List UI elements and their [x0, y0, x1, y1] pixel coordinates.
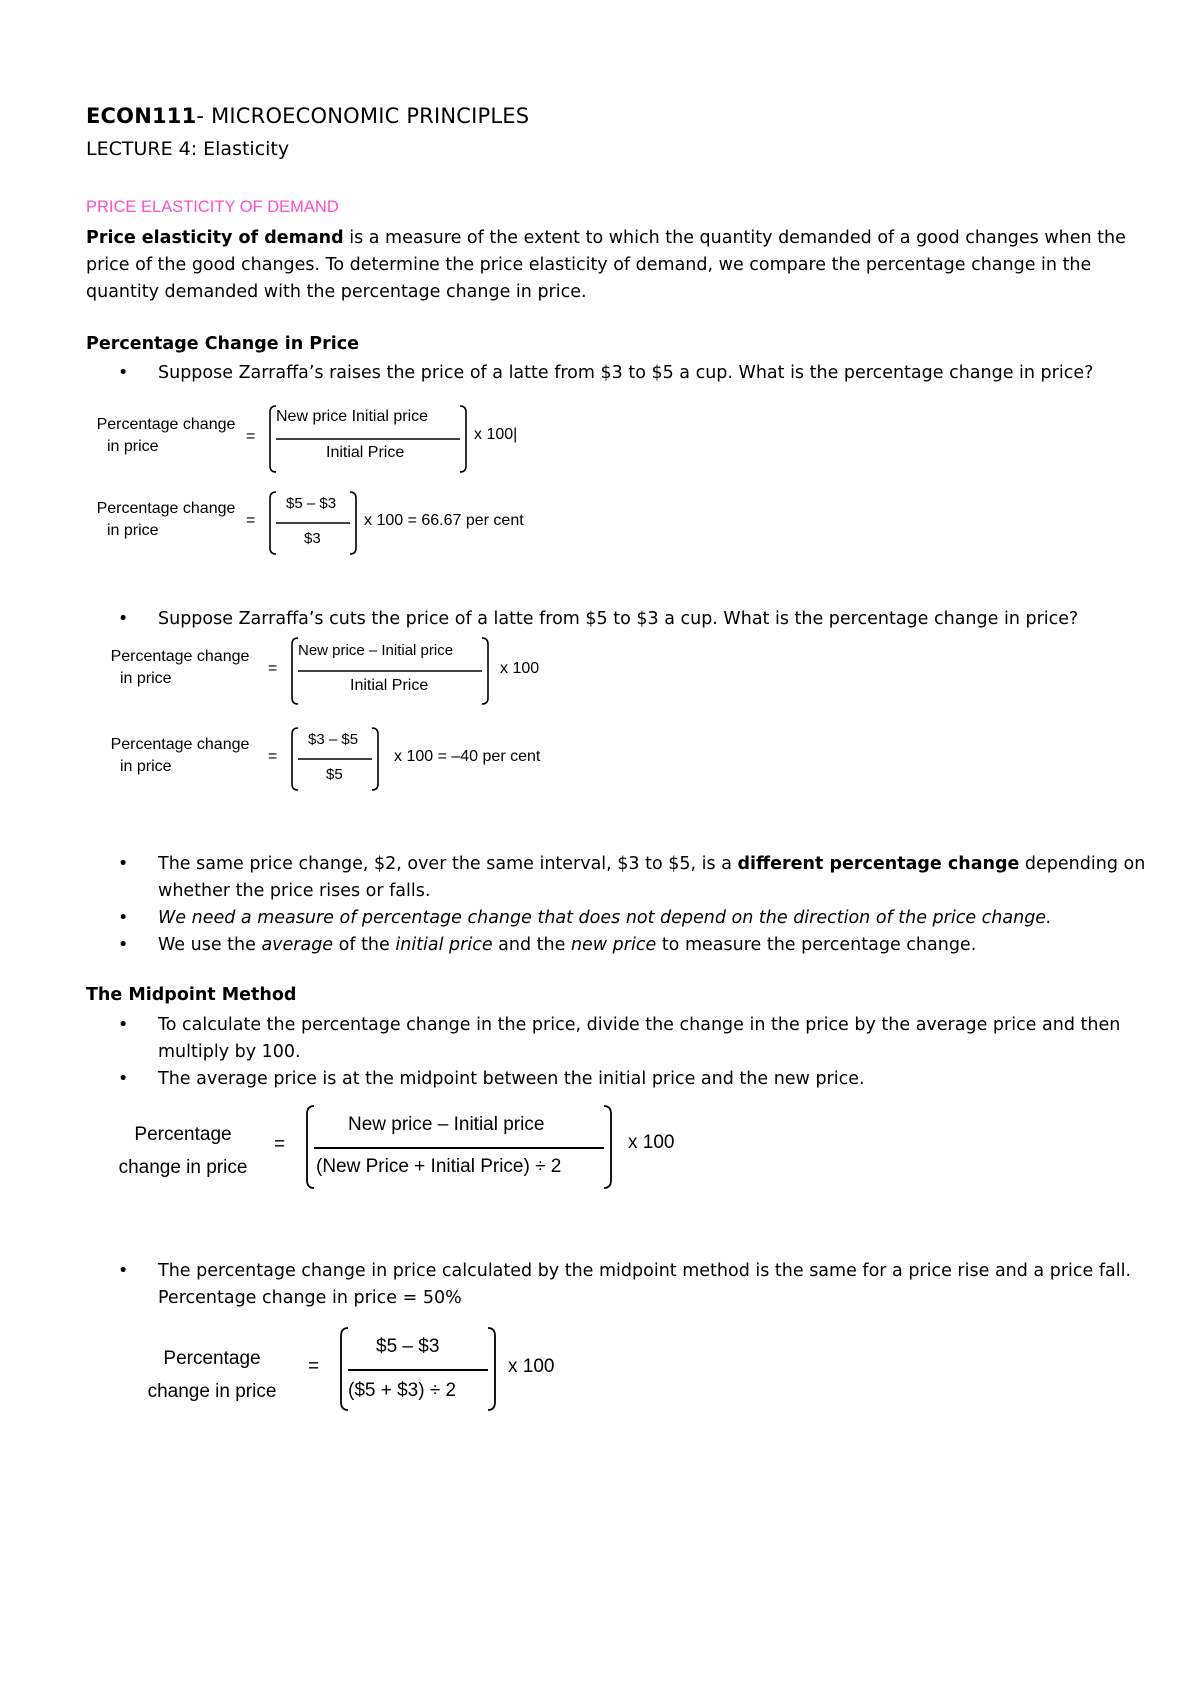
lecture-subtitle: LECTURE 4: Elasticity	[86, 138, 290, 160]
document-title: ECON111- MICROECONOMIC PRINCIPLES	[86, 104, 530, 128]
formula-pct-change-fall: Percentage change in price = $3 – $5 $5 x 100 = –40 per cent	[100, 726, 600, 792]
pct-change-heading: Percentage Change in Price	[86, 334, 359, 354]
midpoint-heading: The Midpoint Method	[86, 985, 297, 1005]
bullet-icon: •	[118, 854, 129, 874]
formula-pct-change-rise: Percentage change in price = $5 – $3 $3 x 100 = 66.67 per cent	[88, 490, 588, 556]
bullet-icon: •	[118, 363, 129, 383]
formula-midpoint-general: Percentage change in price = New price – Initial price (New Price + Initial Price) ÷ 2 x 100	[108, 1104, 708, 1190]
formula-midpoint-numeric: Percentage change in price = $5 – $3 ($5 + $3) ÷ 2 x 100	[130, 1326, 630, 1412]
bullet-icon: •	[118, 935, 129, 955]
section-heading: PRICE ELASTICITY OF DEMAND	[86, 198, 339, 216]
formula-pct-change-general-2: Percentage change in price = New price – Initial price Initial Price x 100	[100, 636, 600, 706]
bullet-icon: •	[118, 908, 129, 928]
bullet-icon: •	[118, 609, 129, 629]
bullet-icon: •	[118, 1261, 129, 1281]
intro-paragraph: Price elasticity of demand is a measure of the extent to which the quantity demanded of a good changes when the price of the good changes. To determine the price elasticity of demand, we compare the percentage change in the quantity demanded with the percentage change in price.	[86, 228, 1126, 302]
bullet-icon: •	[118, 1015, 129, 1035]
formula-pct-change-general: Percentage change in price = New price Initial price Initial Price x 100|	[88, 404, 588, 474]
bullet-icon: •	[118, 1069, 129, 1089]
document-page: ECON111- MICROECONOMIC PRINCIPLES LECTURE 4: Elasticity PRICE ELASTICITY OF DEMAND Price elasticity of demand is a measure of the extent to which the quantity demanded of a good changes when the price of the good changes. To determine the price elasticity of demand, we compare the percentage change in the quantity demanded with the percentage change in price. Percentage Change in Price • Suppose Zarraffa’s raises the price of a latte from $3 to $5 a cup. What is the percentage change in price? Percentage change in price = New price Initial price Initial Price x 100| Percentage change in price = $5 – $3 $3 x 100 = 66.67 per cent • Suppose Zarraffa’s cuts the price of a latte from $5 to $3 a cup. What is the percentage change in price? Percentage change in price = New price – Initial price Initial Price x 100 Percentage change in price = $3 – $5 $5 x 100 = –40 per cent • The same price change, $2, over the same interval, $3 to $5, is a different percentage change depending on whether the price rises or falls. • We need a measure of percentage change that does not depend on the direction of the price change. • We use the average of the initial price and the new price to measure the percentage change. The Midpoint Method • To calculate the percentage change in the price, divide the change in the price by the average price and then multiply by 100. • The average price is at the midpoint between the initial price and the new price. Percentage change in price = New price – Initial price (New Price + Initial Price) ÷ 2 x 100 • The percentage change in price calculated by the midpoint method is the same for a price rise and a price fall. Percentage change in price = 50% Percentage change in price = $5 – $3 ($5 + $3) ÷ 2 x 100	[0, 0, 1200, 1698]
